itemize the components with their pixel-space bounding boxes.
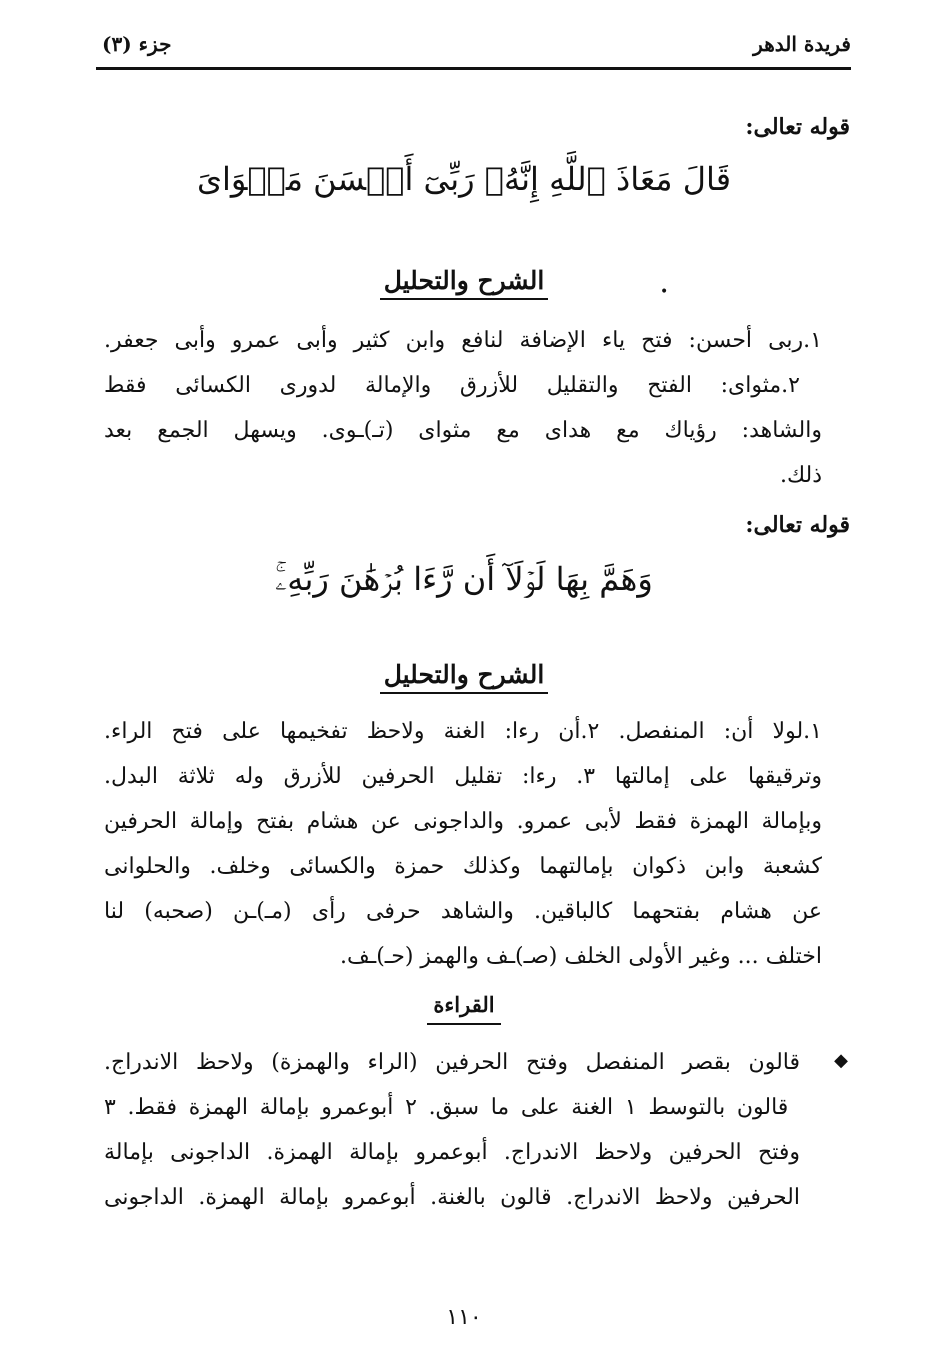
text-line: ذلك.: [779, 463, 822, 488]
text-line: وفتح الحرفين ولاحظ الاندراج. أبوعمرو بإمالة الهمزة. الداجونى بإمالة: [104, 1140, 800, 1165]
section-heading: [0, 660, 928, 694]
speck-mark: •: [660, 284, 669, 300]
text-line: ٢.مثواى: الفتح والتقليل للأزرق والإمالة لدورى الكسائى فقط: [104, 373, 800, 398]
text-line: وترقيقها على إمالتها ٣. رءا: تقليل الحرفين للأزرق وله ثلاثة البدل.: [104, 764, 822, 789]
diamond-bullet-icon: ◆: [834, 1050, 848, 1071]
quran-verse: قَالَ مَعَاذَ ٱللَّهِ إِنَّهُۥ رَبِّىٓ أَحۡسَنَ مَثۡوَاىَ: [196, 160, 731, 198]
text-line: اختلف ... وغير الأولى الخلف (صـ)ـف والهمز (حـ)ـف.: [339, 944, 822, 969]
qiraa-heading: [0, 992, 928, 1025]
text-line: والشاهد: رؤياك مع هداى مع مثواى (تـ)ـوى. ويسهل الجمع بعد: [104, 418, 822, 443]
qiraa-paragraph: [104, 1040, 800, 1220]
heading-text: القراءة: [427, 992, 500, 1025]
text-line: وبإمالة الهمزة فقط لأبى عمرو. والداجونى عن هشام بفتح وإمالة الحرفين: [104, 809, 822, 834]
running-header: [96, 30, 851, 70]
page-number: ١١٠: [446, 1305, 482, 1330]
section-heading: [0, 266, 928, 300]
verse-label: قوله تعالى:: [745, 114, 850, 140]
text-line: قالون بقصر المنفصل وفتح الحرفين (الراء والهمزة) ولاحظ الاندراج.: [104, 1050, 800, 1075]
quran-verse: وَهَمَّ بِهَا لَوۡلَآ أَن رَّءَا بُرۡهَٰنَ رَبِّهِۦۚ: [275, 560, 653, 598]
explanation-paragraph: [104, 709, 822, 979]
explanation-paragraph: [104, 318, 822, 498]
book-title: فريدة الدهر: [753, 32, 851, 56]
text-line: ٰ قالون بالتوسط ١ الغنة على ما سبق. ٢ أبوعمرو بإمالة الهمزة فقط. ٣: [104, 1095, 800, 1120]
verse-label: قوله تعالى:: [745, 512, 850, 538]
text-line: عن هشام بفتحهما كالباقين. والشاهد حرفى رأى (مـ)ـن (صحبه) لنا: [104, 899, 822, 924]
text-line: ١.ربى أحسن: فتح ياء الإضافة لنافع وابن كثير وأبى عمرو وأبى جعفر.: [104, 328, 822, 353]
heading-text: الشرح والتحليل: [380, 660, 549, 694]
part-number: جزء (٣): [102, 32, 172, 56]
heading-text: الشرح والتحليل: [380, 266, 549, 300]
text-line: كشعبة وابن ذكوان بإمالتهما وكذلك حمزة والكسائى وخلف. والحلوانى: [104, 854, 822, 879]
header-rule: [96, 67, 851, 70]
text-line: الحرفين ولاحظ الاندراج. قالون بالغنة. أبوعمرو بإمالة الهمزة. الداجونى: [104, 1185, 800, 1210]
text-line: ١.لولا أن: المنفصل. ٢.أن رءا: الغنة ولاحظ تفخيمها على فتح الراء.: [104, 719, 822, 744]
